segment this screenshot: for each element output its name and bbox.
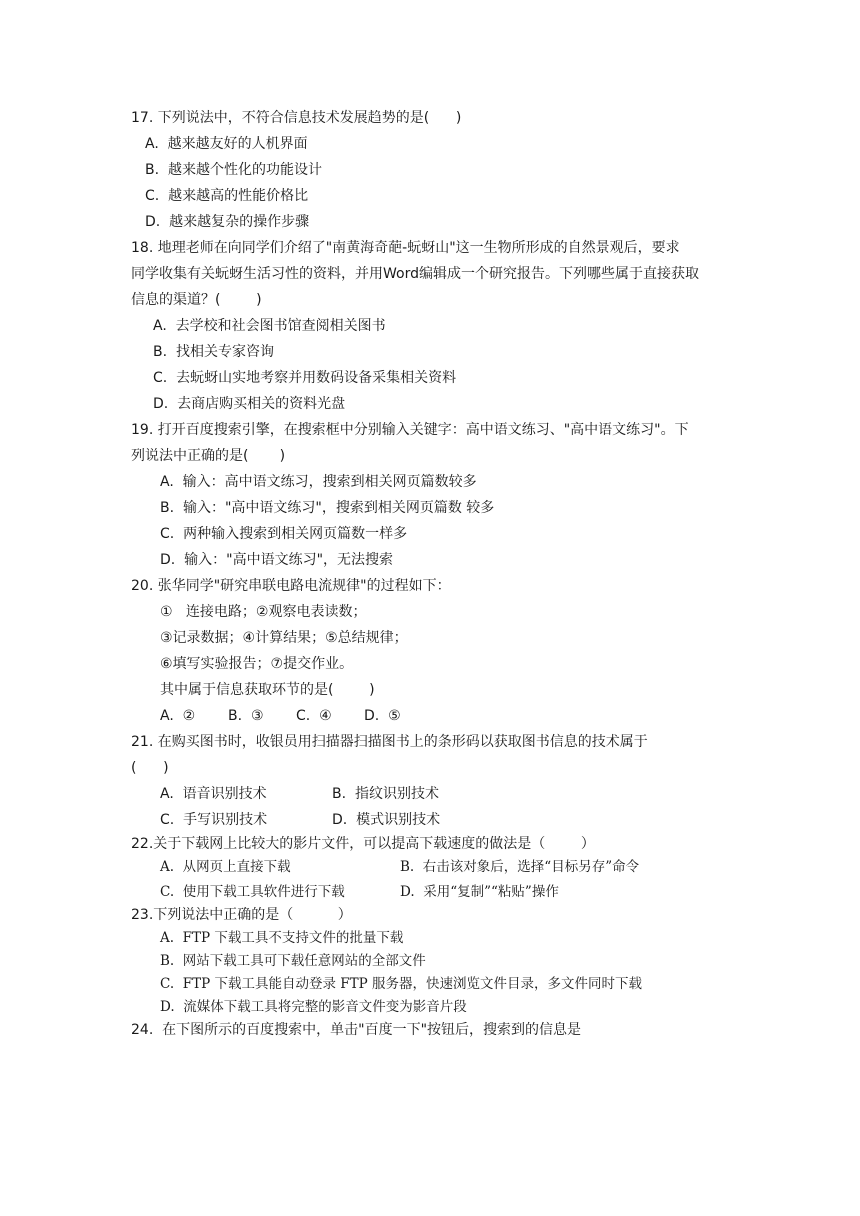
q18-stem-line-3: 信息的渠道？( ) <box>131 292 262 308</box>
q18-option-b: B. 找相关专家咨询 <box>153 344 274 360</box>
q19-stem-line-1: 19. 打开百度搜索引擎，在搜索框中分别输入关键字：高中语文练习、"高中语文练习"。下 <box>131 422 689 438</box>
q23-option-b: B. 网站下载工具可下载任意网站的全部文件 <box>160 953 426 969</box>
q18-stem-line-1: 18. 地理老师在向同学们介绍了"南黄海奇葩-蚖蚜山"这一生物所形成的自然景观后，要求 <box>131 240 680 256</box>
q20-option-b: B. ③ <box>228 708 264 724</box>
q17-stem: 17. 下列说法中，不符合信息技术发展趋势的是( ) <box>131 110 462 126</box>
q20-stem: 20. 张华同学"研究串联电路电流规律"的过程如下： <box>131 578 451 594</box>
q23-option-c: C. FTP 下载工具能自动登录 FTP 服务器，快速浏览文件目录，多文件同时下载 <box>160 976 643 992</box>
q20-step-line-3: ⑥填写实验报告；⑦提交作业。 <box>160 656 354 672</box>
q20-option-c: C. ④ <box>296 708 332 724</box>
q19-option-d: D. 输入："高中语文练习"，无法搜索 <box>160 552 394 568</box>
q20-option-d: D. ⑤ <box>364 708 401 724</box>
q21-option-b: B. 指纹识别技术 <box>332 786 439 802</box>
q23-option-a: A. FTP 下载工具不支持文件的批量下载 <box>160 930 404 946</box>
q22-option-b: B. 右击该对象后，选择“目标另存”命令 <box>400 859 640 875</box>
q22-option-a: A. 从网页上直接下载 <box>160 859 291 875</box>
q21-stem-line-1: 21. 在购买图书时，收银员用扫描器扫描图书上的条形码以获取图书信息的技术属于 <box>131 734 648 750</box>
q23-stem: 23.下列说法中正确的是（ ） <box>131 907 352 923</box>
q20-step-line-2: ③记录数据；④计算结果；⑤总结规律； <box>160 630 408 646</box>
q21-option-c: C. 手写识别技术 <box>160 812 268 828</box>
q19-option-b: B. 输入："高中语文练习"，搜索到相关网页篇数 较多 <box>160 500 495 516</box>
q23-option-d: D. 流媒体下载工具将完整的影音文件变为影音片段 <box>160 999 467 1015</box>
q21-option-d: D. 模式识别技术 <box>332 812 441 828</box>
q17-option-c: C. 越来越高的性能价格比 <box>145 188 309 204</box>
q21-stem-line-2: ( ) <box>131 760 169 776</box>
q20-question: 其中属于信息获取环节的是( ) <box>160 682 375 698</box>
q24-stem: 24. 在下图所示的百度搜索中，单击"百度一下"按钮后，搜索到的信息是 <box>131 1022 582 1038</box>
q18-option-c: C. 去蚖蚜山实地考察并用数码设备采集相关资料 <box>153 370 457 386</box>
q18-stem-line-2: 同学收集有关蚖蚜生活习性的资料，并用Word编辑成一个研究报告。下列哪些属于直接获取 <box>131 266 699 282</box>
q17-option-a: A. 越来越友好的人机界面 <box>145 136 308 152</box>
q17-option-b: B. 越来越个性化的功能设计 <box>145 162 322 178</box>
q18-option-d: D. 去商店购买相关的资料光盘 <box>153 396 346 412</box>
q18-option-a: A. 去学校和社会图书馆查阅相关图书 <box>153 318 386 334</box>
q19-stem-line-2: 列说法中正确的是( ) <box>131 448 286 464</box>
q17-option-d: D. 越来越复杂的操作步骤 <box>145 214 310 230</box>
q20-step-line-1: ① 连接电路；②观察电表读数； <box>160 604 367 620</box>
q19-option-a: A. 输入：高中语文练习，搜索到相关网页篇数较多 <box>160 474 477 490</box>
q22-option-c: C. 使用下载工具软件进行下载 <box>160 884 345 900</box>
q22-option-d: D. 采用“复制”“粘贴”操作 <box>400 884 559 900</box>
q22-stem: 22.关于下载网上比较大的影片文件，可以提高下载速度的做法是（ ） <box>131 836 595 852</box>
q19-option-c: C. 两种输入搜索到相关网页篇数一样多 <box>160 526 408 542</box>
q21-option-a: A. 语音识别技术 <box>160 786 267 802</box>
q20-option-a: A. ② <box>160 708 196 724</box>
